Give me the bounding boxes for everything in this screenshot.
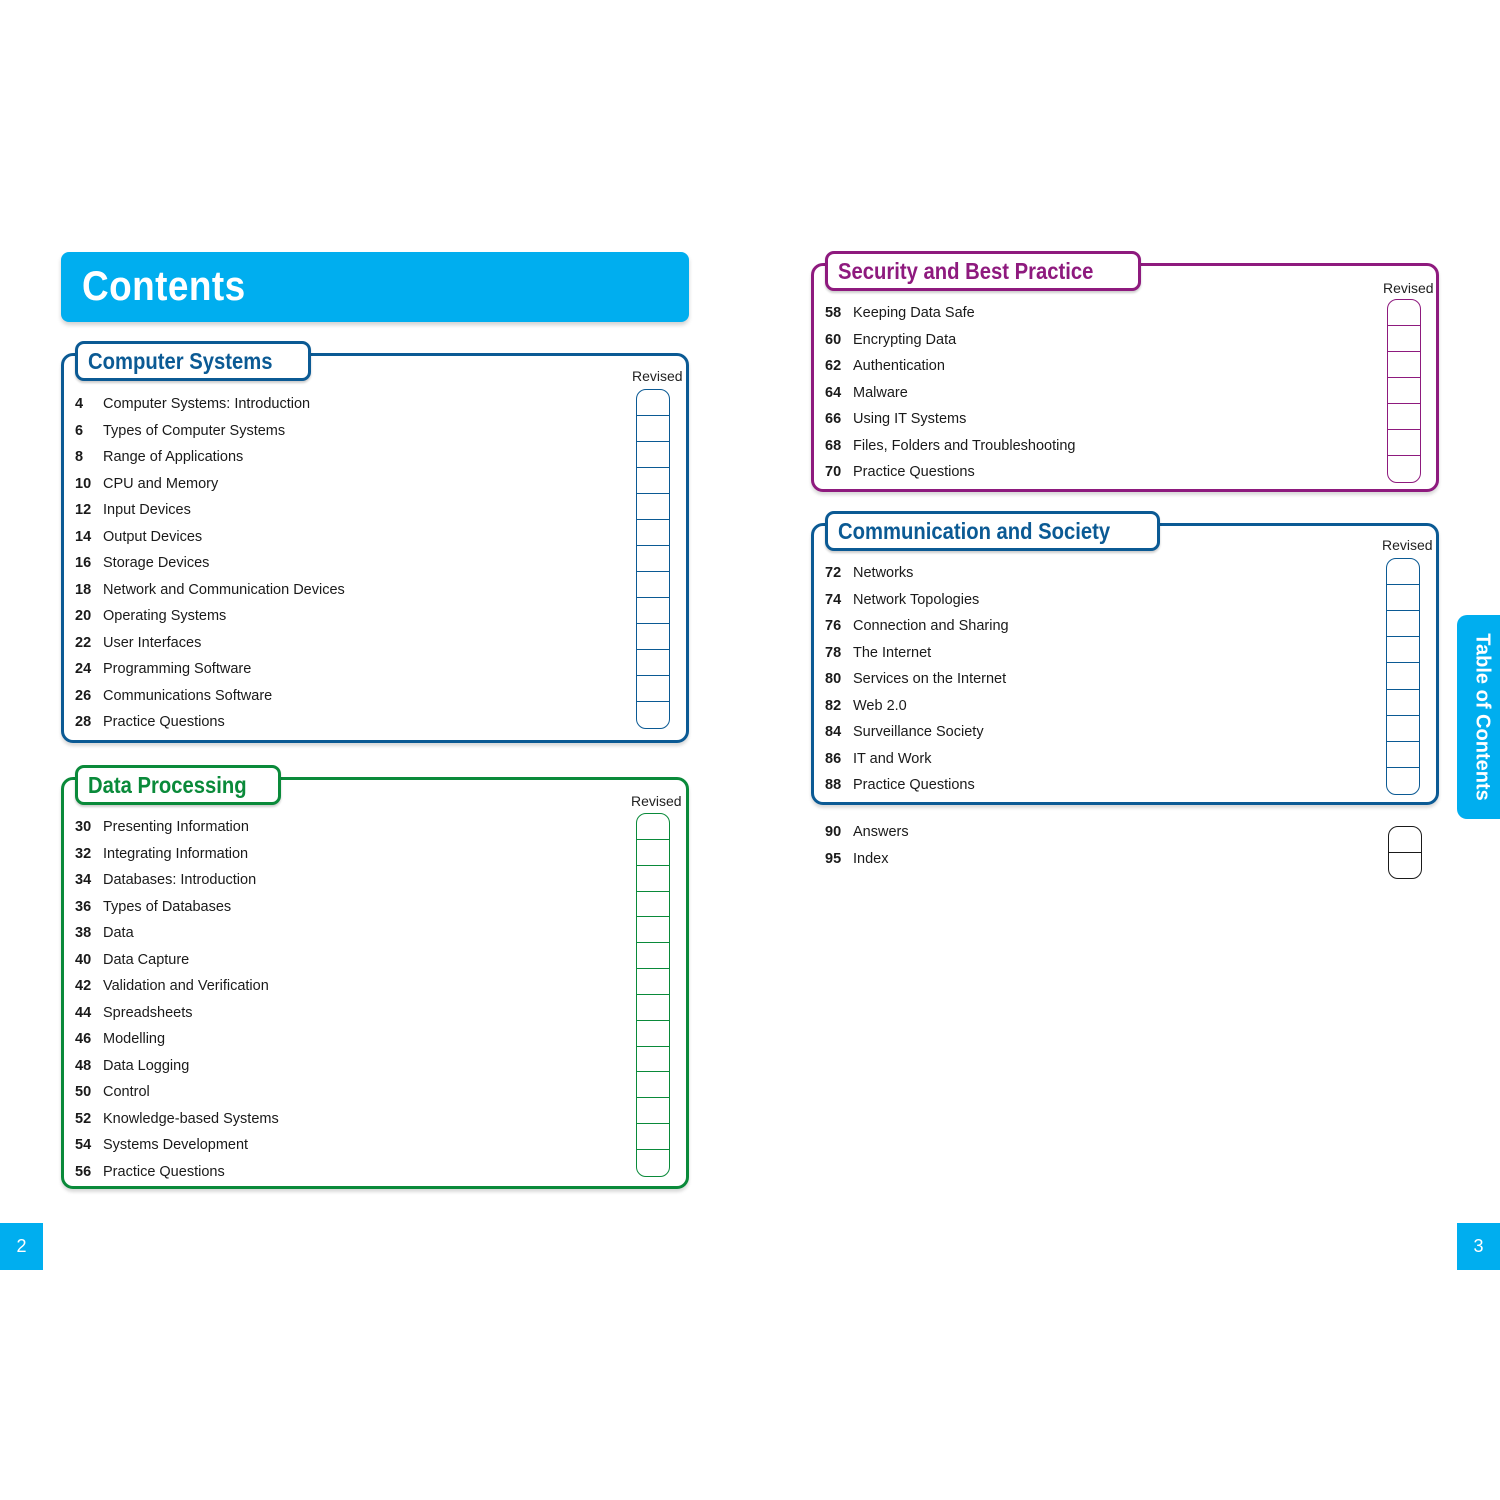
revised-checkbox[interactable] [637,520,669,546]
revised-checkbox[interactable] [637,917,669,943]
revised-label: Revised [1382,537,1433,553]
topic-page-number: 68 [825,437,842,454]
topic-row [75,1159,279,1186]
topic-page-number: 46 [75,1031,92,1048]
topic-label: Input Devices [103,502,191,519]
revised-checkbox[interactable] [637,572,669,598]
topic-row [75,391,345,418]
topic-label: CPU and Memory [103,475,219,492]
topic-page-number: 90 [825,824,842,841]
topic-page-number: 50 [75,1084,92,1101]
side-tab [1457,615,1500,819]
topic-row [825,353,1075,380]
topic-label: Modelling [103,1031,166,1048]
topic-label: Authentication [853,358,945,375]
topic-page-number: 42 [75,978,92,995]
topic-label: User Interfaces [103,634,202,651]
topic-row [75,709,345,736]
topic-label: Web 2.0 [853,697,907,714]
topic-row [825,406,1075,433]
topic-row [75,497,345,524]
topic-label: Types of Databases [103,898,232,915]
topic-page-number: 72 [825,565,842,582]
topic-label: Operating Systems [103,608,227,625]
revised-checkbox[interactable] [637,390,669,416]
revised-checkbox[interactable] [1387,742,1419,768]
topic-row [75,1053,279,1080]
topic-label: Output Devices [103,528,203,545]
topic-page-number: 88 [825,777,842,794]
page-number-right: 3 [1457,1223,1500,1270]
topic-label: Network Topologies [853,591,980,608]
topic-row [75,947,279,974]
page-title: Contents [82,262,246,309]
topic-label: Integrating Information [103,845,249,862]
topic-row [825,719,1009,746]
topic-page-number: 86 [825,750,842,767]
topic-page-number: 12 [75,502,92,519]
topic-label: Range of Applications [103,449,244,466]
topic-list [825,300,1075,486]
revised-checkbox[interactable] [637,1047,669,1073]
topic-row [75,418,345,445]
topic-label: Practice Questions [103,714,225,731]
topic-page-number: 38 [75,925,92,942]
topic-label: Answers [853,824,909,841]
topic-row [75,814,279,841]
revised-checkbox[interactable] [1387,690,1419,716]
topic-row [825,819,909,846]
topic-label: Files, Folders and Troubleshooting [853,437,1076,454]
page-number-left: 2 [0,1223,43,1270]
topic-page-number: 28 [75,714,92,731]
topic-row [825,666,1009,693]
topic-row [825,300,1075,327]
revised-checkbox[interactable] [637,442,669,468]
topic-label: Data [103,925,134,942]
topic-label: Communications Software [103,687,273,704]
topic-label: Malware [853,384,908,401]
section-tab-computer-systems [75,341,311,381]
topic-label: Services on the Internet [853,671,1007,688]
revised-checkbox[interactable] [1388,430,1420,456]
topic-label: Validation and Verification [103,978,269,995]
section-tab-communication [825,511,1160,551]
section-tab-data-processing [75,765,281,805]
revised-label: Revised [632,368,683,384]
topic-label: Types of Computer Systems [103,422,286,439]
topic-page-number: 10 [75,475,92,492]
topic-page-number: 95 [825,850,842,867]
topic-label: Practice Questions [853,777,975,794]
topic-label: Data Capture [103,951,190,968]
revised-label: Revised [1383,280,1434,296]
topic-row [825,613,1009,640]
topic-row [825,772,1009,799]
revised-checkbox[interactable] [1387,637,1419,663]
revised-checkbox[interactable] [1389,827,1421,853]
revised-checkbox[interactable] [1387,768,1419,794]
section-data-processing [61,771,689,1189]
topic-page-number: 66 [825,411,842,428]
topic-page-number: 80 [825,671,842,688]
revised-checkbox[interactable] [637,546,669,572]
topic-row [75,603,345,630]
topic-row [75,894,279,921]
topic-page-number: 36 [75,898,92,915]
topic-row [75,920,279,947]
topic-row [75,444,345,471]
topic-row [75,1106,279,1133]
topic-page-number: 4 [75,396,84,413]
side-tab-label: Table of Contents [1471,633,1494,801]
revised-checkbox[interactable] [637,598,669,624]
revised-checkbox[interactable] [1388,404,1420,430]
topic-page-number: 58 [825,305,842,322]
extras-list [825,819,909,872]
revised-checkbox[interactable] [637,969,669,995]
topic-page-number: 16 [75,555,92,572]
topic-page-number: 6 [75,422,84,439]
topic-page-number: 34 [75,872,92,889]
topic-row [825,693,1009,720]
topic-label: Control [103,1084,150,1101]
revised-checkbox[interactable] [637,1021,669,1047]
section-tab-security [825,251,1141,291]
topic-label: Presenting Information [103,819,249,836]
revised-checkbox[interactable] [1388,378,1420,404]
topic-row [75,867,279,894]
topic-row [825,433,1075,460]
revised-checkbox[interactable] [637,892,669,918]
topic-page-number: 48 [75,1057,92,1074]
topic-page-number: 70 [825,464,842,481]
topic-page-number: 74 [825,591,842,608]
topic-row [75,1079,279,1106]
topic-label: Spreadsheets [103,1004,193,1021]
topic-page-number: 24 [75,661,92,678]
revised-checkbox[interactable] [637,468,669,494]
topic-row [75,841,279,868]
revised-checkbox[interactable] [1387,663,1419,689]
topic-row [825,327,1075,354]
topic-row [75,683,345,710]
topic-row [75,577,345,604]
topic-page-number: 54 [75,1137,92,1154]
topic-label: Encrypting Data [853,331,957,348]
revised-checkboxes [1386,558,1420,795]
topic-page-number: 14 [75,528,92,545]
topic-label: Surveillance Society [853,724,984,741]
revised-checkbox[interactable] [637,702,669,728]
topic-page-number: 52 [75,1110,92,1127]
topic-label: Databases: Introduction [103,872,257,889]
topic-row [75,1132,279,1159]
revised-checkbox[interactable] [637,676,669,702]
topic-row [75,630,345,657]
section-title: Security and Best Practice [838,257,1094,284]
topic-page-number: 78 [825,644,842,661]
topic-row [825,380,1075,407]
topic-page-number: 30 [75,819,92,836]
section-computer-systems [61,347,689,743]
topic-row [75,550,345,577]
section-communication [811,517,1439,805]
topic-row [825,640,1009,667]
revised-checkbox[interactable] [1387,716,1419,742]
section-title: Data Processing [88,771,247,798]
topic-page-number: 62 [825,358,842,375]
revised-checkbox[interactable] [1388,456,1420,482]
topic-page-number: 20 [75,608,92,625]
topic-row [75,656,345,683]
topic-page-number: 76 [825,618,842,635]
revised-checkbox[interactable] [1388,326,1420,352]
topic-row [825,560,1009,587]
revised-checkbox[interactable] [637,624,669,650]
topic-page-number: 64 [825,384,842,401]
topic-row [825,587,1009,614]
revised-checkbox[interactable] [637,1072,669,1098]
revised-checkbox[interactable] [1388,300,1420,326]
revised-checkbox[interactable] [1388,352,1420,378]
topic-row [825,846,909,873]
revised-checkboxes [636,389,670,729]
topic-label: IT and Work [853,750,932,767]
topic-page-number: 32 [75,845,92,862]
topic-label: Data Logging [103,1057,190,1074]
topic-list [75,814,279,1185]
topic-label: The Internet [853,644,932,661]
section-title: Communication and Society [838,517,1111,544]
topic-page-number: 56 [75,1163,92,1180]
section-title: Computer Systems [88,347,273,374]
topic-row [75,1026,279,1053]
topic-row [825,746,1009,773]
revised-checkbox[interactable] [637,866,669,892]
topic-page-number: 8 [75,449,84,466]
contents-banner [61,252,689,322]
topic-row [75,471,345,498]
topic-list [75,391,345,736]
topic-label: Systems Development [103,1137,249,1154]
revised-checkbox[interactable] [637,814,669,840]
topic-label: Knowledge-based Systems [103,1110,279,1127]
revised-checkbox[interactable] [637,1098,669,1124]
topic-label: Networks [853,565,914,582]
topic-label: Practice Questions [103,1163,225,1180]
topic-page-number: 84 [825,724,842,741]
topic-label: Connection and Sharing [853,618,1009,635]
topic-page-number: 82 [825,697,842,714]
topic-row [75,973,279,1000]
revised-label: Revised [631,793,682,809]
extras-checkboxes [1388,826,1422,879]
topic-label: Using IT Systems [853,411,967,428]
topic-label: Index [853,850,889,867]
revised-checkbox[interactable] [637,840,669,866]
revised-checkboxes [636,813,670,1177]
revised-checkbox[interactable] [1387,559,1419,585]
revised-checkbox[interactable] [637,943,669,969]
revised-checkbox[interactable] [637,494,669,520]
topic-list [825,560,1009,799]
topic-page-number: 18 [75,581,92,598]
revised-checkbox[interactable] [637,995,669,1021]
topic-page-number: 60 [825,331,842,348]
topic-label: Practice Questions [853,464,975,481]
topic-label: Keeping Data Safe [853,305,975,322]
topic-page-number: 26 [75,687,92,704]
revised-checkboxes [1387,299,1421,483]
revised-checkbox[interactable] [637,1124,669,1150]
topic-page-number: 22 [75,634,92,651]
revised-checkbox[interactable] [637,650,669,676]
topic-row [75,524,345,551]
topic-label: Programming Software [103,661,252,678]
topic-label: Computer Systems: Introduction [103,396,311,413]
topic-row [825,459,1075,486]
topic-row [75,1000,279,1027]
revised-checkbox[interactable] [1387,611,1419,637]
topic-page-number: 40 [75,951,92,968]
topic-label: Storage Devices [103,555,210,572]
topic-label: Network and Communication Devices [103,581,345,598]
topic-page-number: 44 [75,1004,92,1021]
revised-checkbox[interactable] [637,416,669,442]
revised-checkbox[interactable] [1387,585,1419,611]
revised-checkbox[interactable] [1389,853,1421,879]
revised-checkbox[interactable] [637,1150,669,1176]
section-security [811,257,1439,492]
